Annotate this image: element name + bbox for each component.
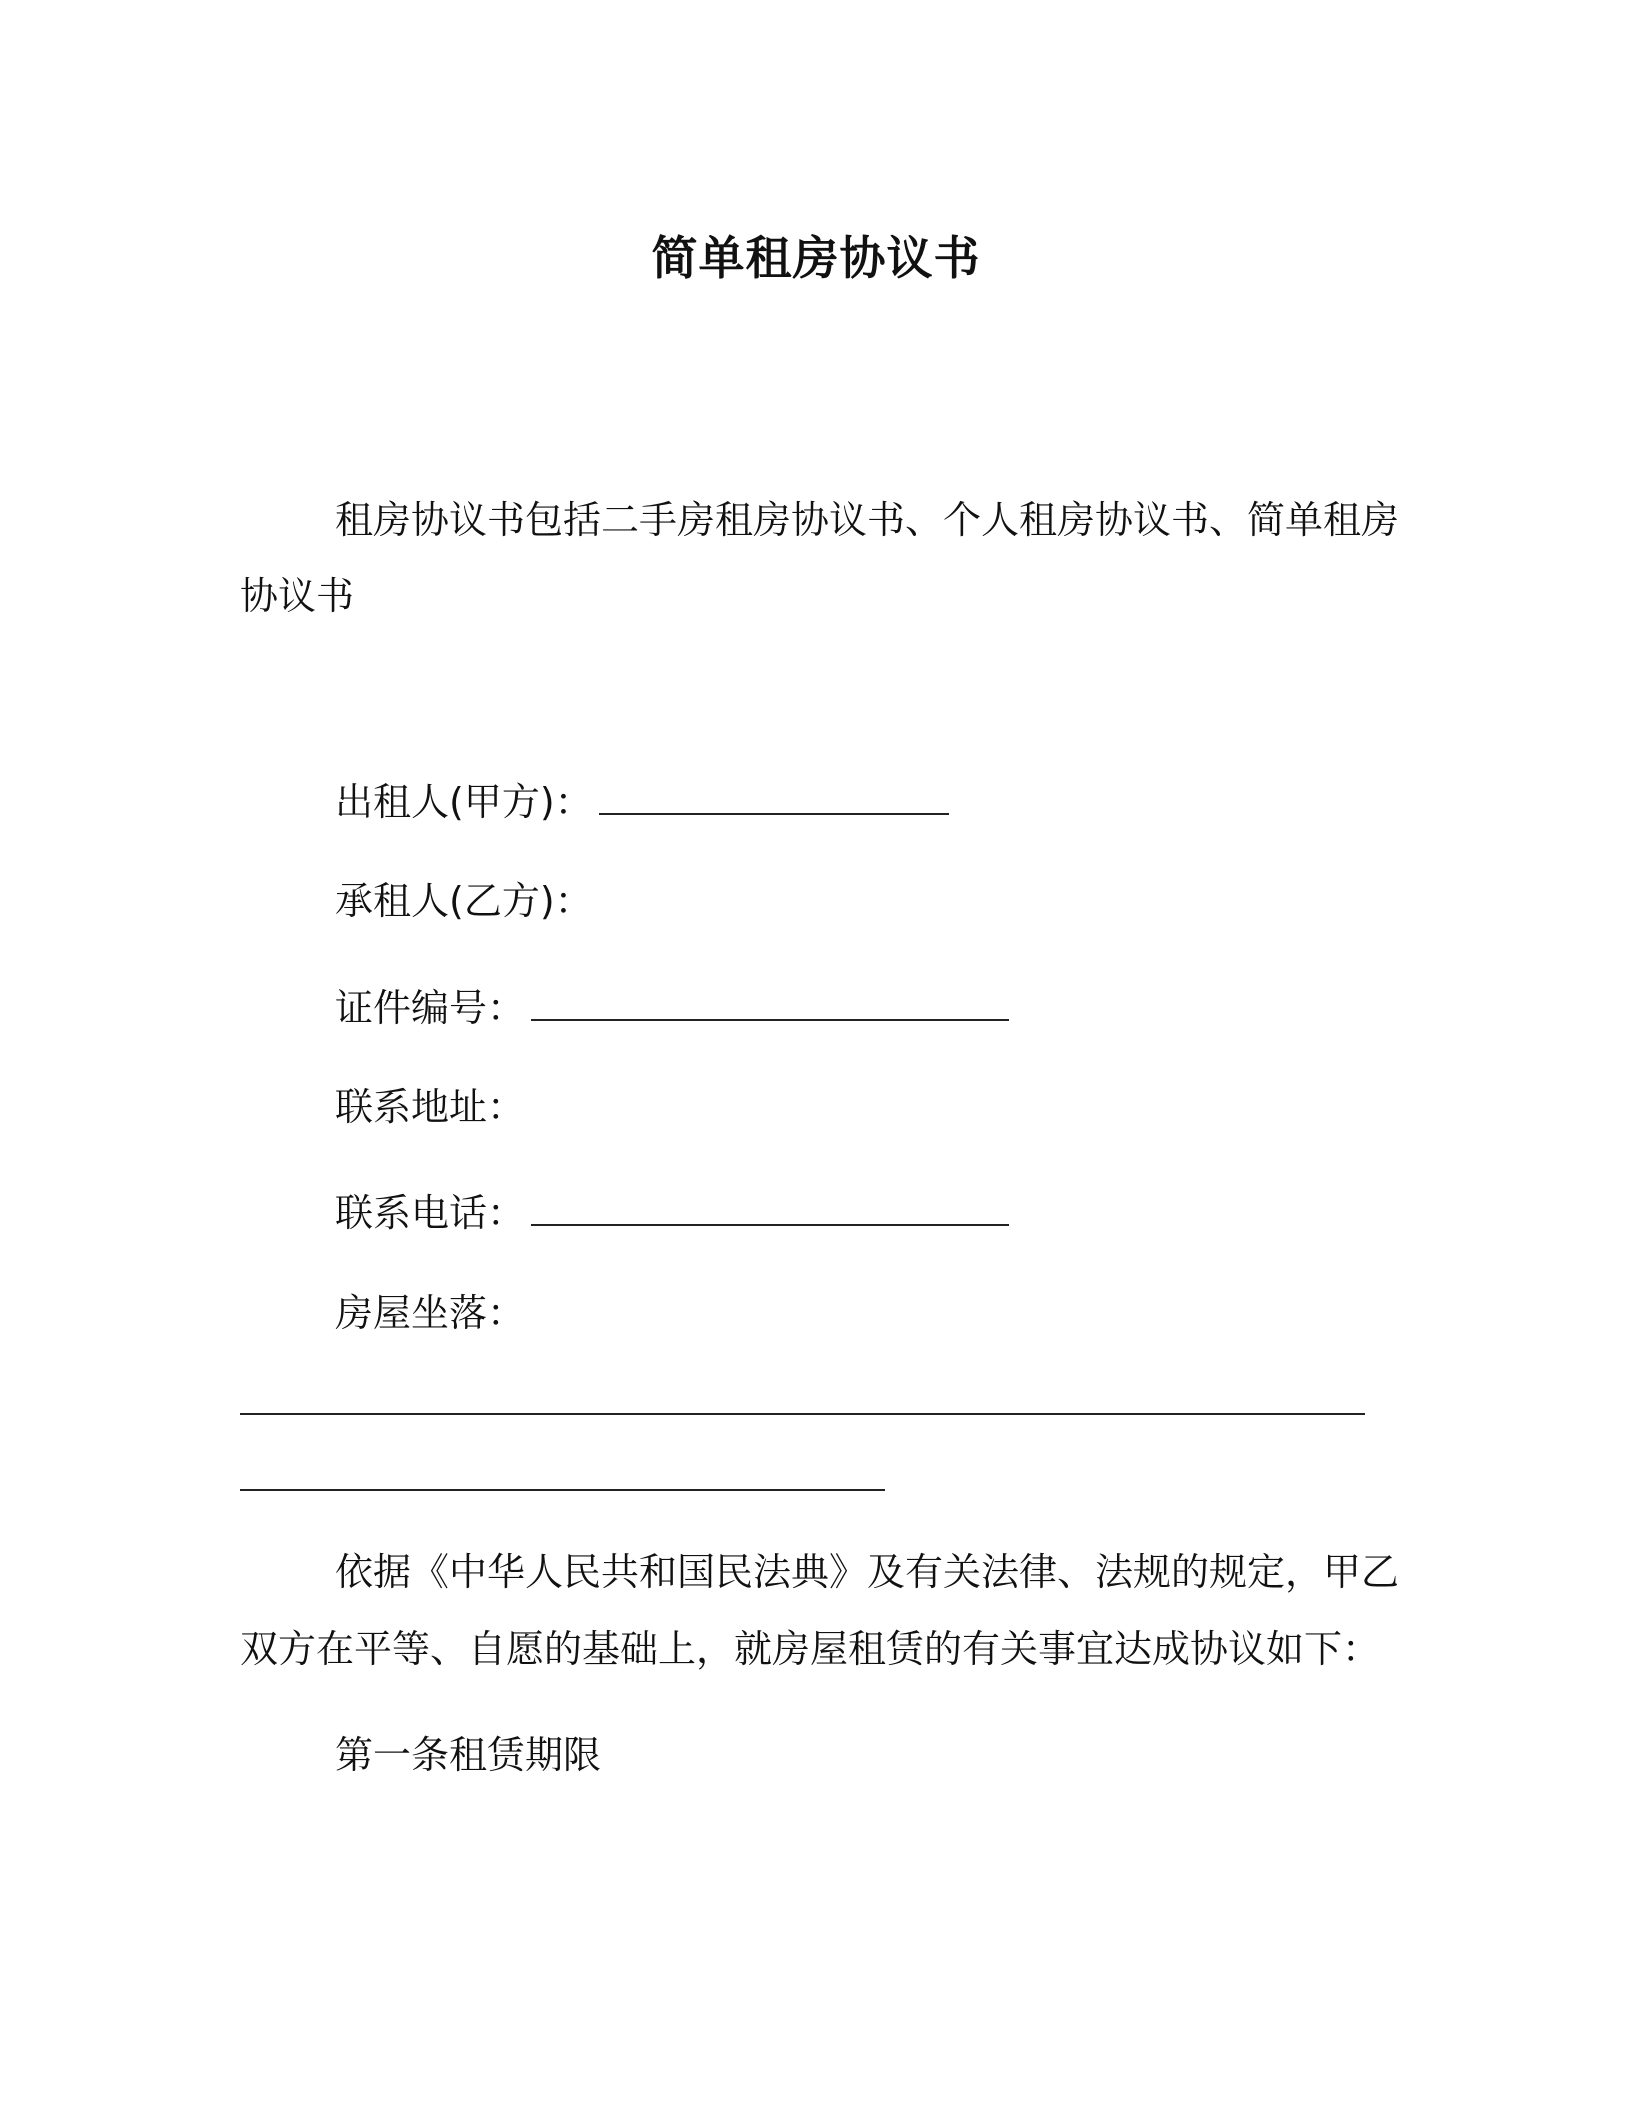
lessee-label: 承租人(乙方)： <box>335 879 593 923</box>
phone-label: 联系电话： <box>335 1191 526 1235</box>
lessor-blank[interactable] <box>599 775 949 815</box>
basis-line-1: 依据《中华人民共和国民法典》及有关法律、法规的规定，甲乙 <box>335 1550 1400 1594</box>
address-label: 联系地址： <box>335 1085 526 1129</box>
id-number-blank[interactable] <box>531 981 1009 1021</box>
phone-field <box>335 1186 1009 1237</box>
id-number-label: 证件编号： <box>335 986 526 1030</box>
address-field <box>335 1083 525 1131</box>
location-blank-line-2[interactable] <box>240 1489 885 1491</box>
id-number-field <box>335 981 1009 1032</box>
location-blank-line-1[interactable] <box>240 1413 1365 1415</box>
lessee-field <box>335 877 593 925</box>
document-title: 简单租房协议书 <box>651 231 981 285</box>
intro-line-1: 租房协议书包括二手房租房协议书、个人租房协议书、简单租房 <box>335 498 1400 542</box>
intro-line-2: 协议书 <box>240 574 355 618</box>
lessor-label: 出租人(甲方)： <box>335 780 593 824</box>
location-field <box>335 1289 525 1337</box>
location-label: 房屋坐落： <box>335 1291 526 1335</box>
phone-blank[interactable] <box>531 1186 1009 1226</box>
basis-line-2: 双方在平等、自愿的基础上，就房屋租赁的有关事宜达成协议如下： <box>240 1627 1381 1671</box>
lessor-field <box>335 775 949 826</box>
article-1-heading: 第一条租赁期限 <box>335 1733 602 1777</box>
